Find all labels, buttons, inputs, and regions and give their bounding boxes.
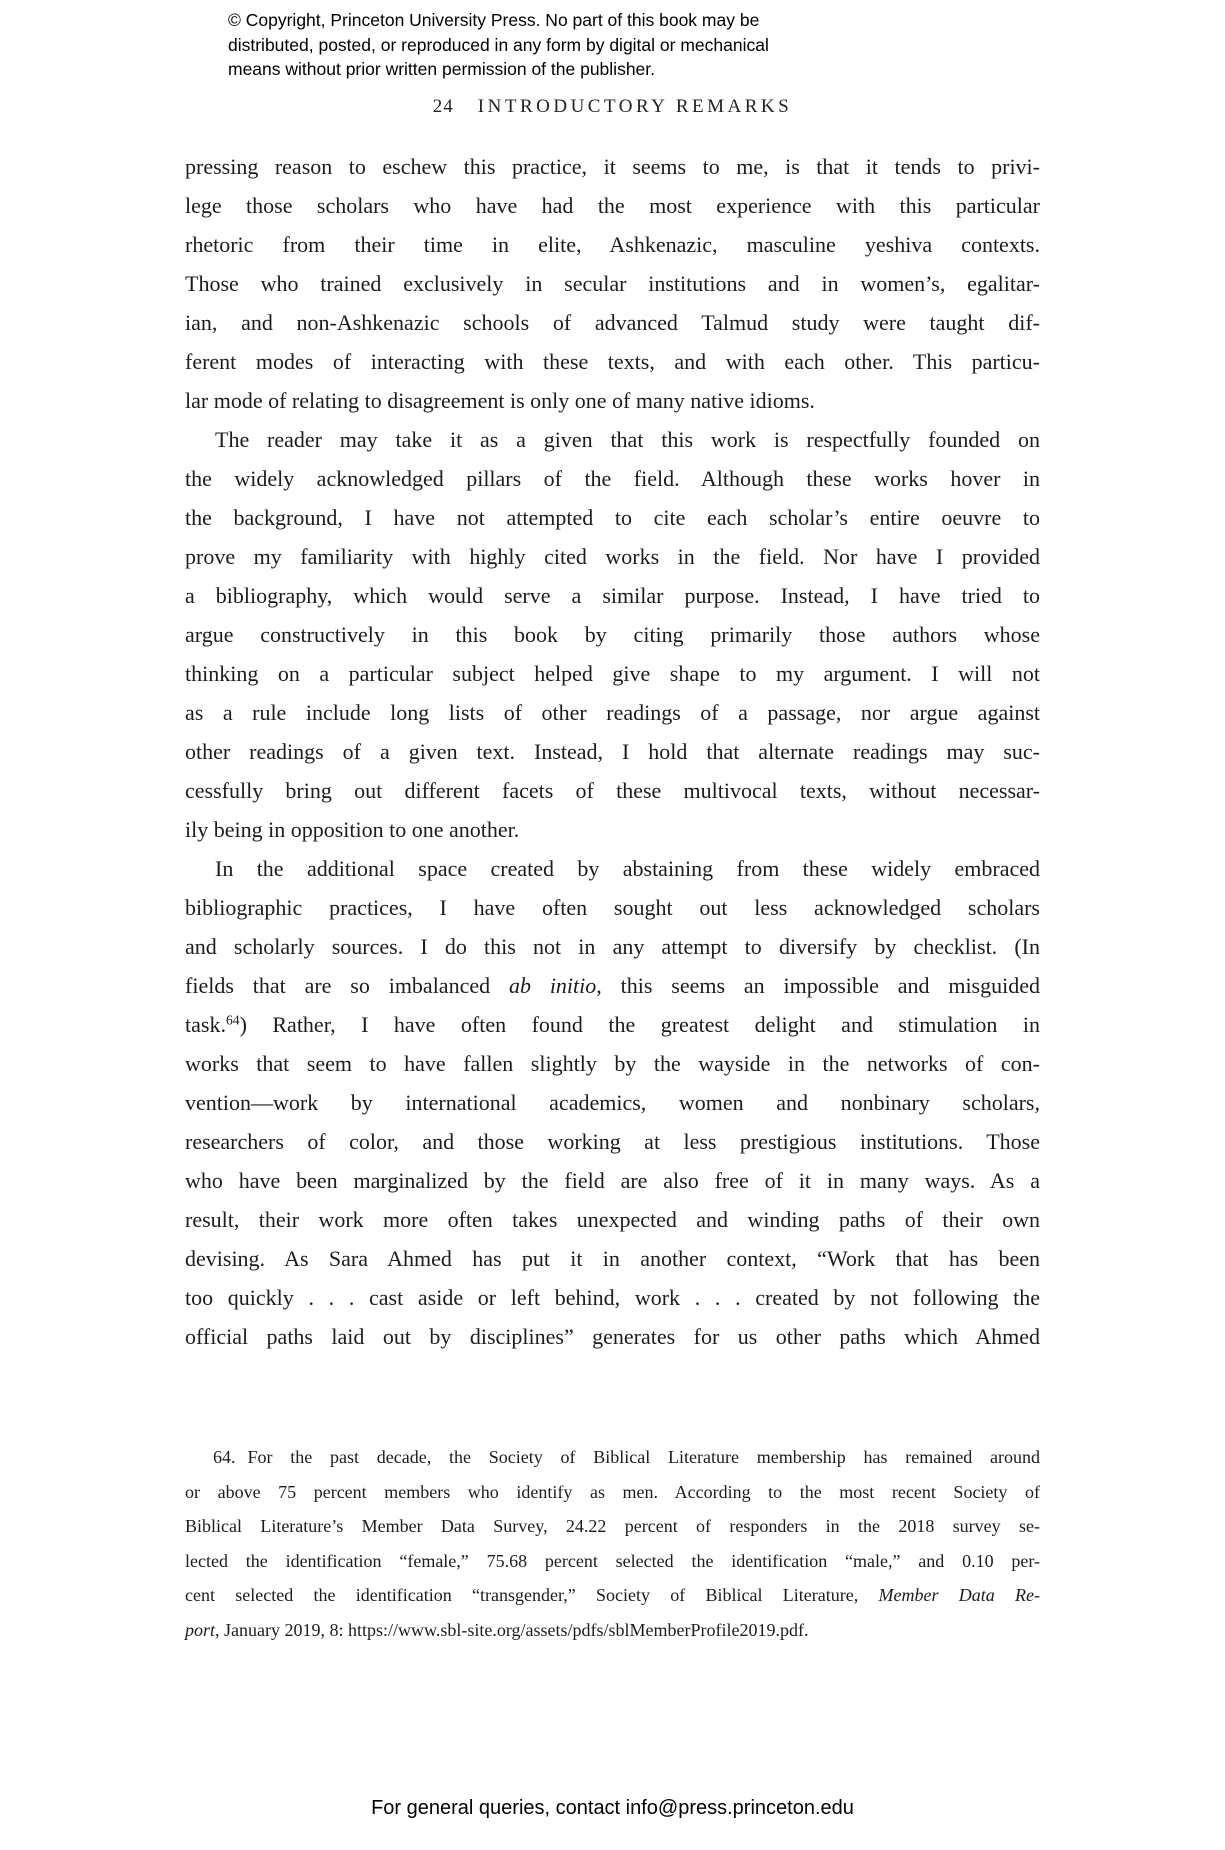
body-text-line: vention—work by international academics, women and nonbinary scholars, [185,1090,1040,1115]
body-text-line: ily being in opposition to one another. [185,817,520,842]
copyright-line: © Copyright, Princeton University Press. No part of this book may be [228,10,760,30]
body-text-line: the background, I have not attempted to cite each scholar’s entire oeuvre to [185,505,1040,530]
running-head [185,96,1040,118]
body-text-line: The reader may take it as a given that this work is respectfully founded on [215,427,1040,452]
body-text-line: argue constructively in this book by citing primarily those authors whose [185,622,1040,647]
body-text [185,147,1040,1356]
body-text-line: lar mode of relating to disagreement is only one of many native idioms. [185,388,815,413]
cited-title-italic: port [185,1619,216,1640]
footnote-reference-64: 64 [225,1012,240,1028]
body-text-line: researchers of color, and those working at less prestigious institutions. Those [185,1129,1040,1154]
footer-contact: For general queries, contact info@press.princeton.edu [371,1797,854,1819]
body-text-line: the widely acknowledged pillars of the field. Although these works hover in [185,466,1040,491]
body-text-line: prove my familiarity with highly cited works in the field. Nor have I provided [185,544,1040,569]
running-title: INTRODUCTORY REMARKS [477,96,793,117]
body-text-line [185,1005,1040,1044]
footnote-line [185,1440,1040,1475]
body-text-line: lege those scholars who have had the most experience with this particular [185,193,1040,218]
footnote-line [185,1613,1040,1648]
footnote-text-segment: cent selected the identification “transgender,” Society of Biblical Literature, [185,1585,879,1605]
copyright-line: means without prior written permission of the publisher. [228,59,656,79]
body-text-line: result, their work more often takes unexpected and winding paths of their own [185,1207,1040,1232]
body-text-line: a bibliography, which would serve a similar purpose. Instead, I have tried to [185,583,1040,608]
body-text-line: rhetoric from their time in elite, Ashkenazic, masculine yeshiva contexts. [185,232,1040,257]
body-text-segment: fields that are so imbalanced [185,973,509,998]
footnote-64 [185,1440,1040,1647]
footnote-line [185,1578,1040,1613]
body-text-line: pressing reason to eschew this practice, it seems to me, is that it tends to privi- [185,154,1040,179]
body-text-line: who have been marginalized by the field are also free of it in many ways. As a [185,1168,1040,1193]
body-text-line: official paths laid out by disciplines” generates for us other paths which Ahmed [185,1324,1040,1349]
copyright-line: distributed, posted, or reproduced in any form by digital or mechanical [228,34,769,55]
footnote-text-segment: For the past decade, the Society of Biblical Literature membership has remained around [247,1447,1040,1467]
body-text-line: ian, and non-Ashkenazic schools of advanced Talmud study were taught dif- [185,310,1040,335]
copyright-notice [228,8,769,82]
page-number: 24 [432,96,454,117]
body-text-line: Those who trained exclusively in secular institutions and in women’s, egalitar- [185,271,1040,296]
body-text-line: devising. As Sara Ahmed has put it in another context, “Work that has been [185,1246,1040,1271]
body-text-line: as a rule include long lists of other readings of a passage, nor argue against [185,700,1040,725]
body-text-line: cessfully bring out different facets of these multivocal texts, without necessar- [185,778,1040,803]
body-text-segment: ) Rather, I have often found the greatest delight and stimulation in [239,1012,1040,1037]
body-text-line: In the additional space created by abstaining from these widely embraced [215,856,1040,881]
body-text-segment: , this seems an impossible and misguided [596,973,1040,998]
body-text-line: ferent modes of interacting with these texts, and with each other. This particu- [185,349,1040,374]
latin-phrase-italic: ab initio [508,973,597,998]
body-text-line: works that seem to have fallen slightly by the wayside in the networks of con- [185,1051,1040,1076]
body-text-line: too quickly . . . cast aside or left behind, work . . . created by not following the [185,1285,1040,1310]
footnote-text-segment: , January 2019, 8: https://www.sbl-site.org/assets/pdfs/sblMemberProfile2019.pdf. [215,1619,809,1640]
body-text-segment: task. [185,1012,226,1037]
footnote-line: or above 75 percent members who identify as men. According to the most recent Society of [185,1481,1040,1502]
body-text-line [185,966,1040,1005]
footnote-line: lected the identification “female,” 75.68 percent selected the identification “male,” and 0.10 per- [185,1550,1040,1571]
body-text-line: bibliographic practices, I have often sought out less acknowledged scholars [185,895,1040,920]
cited-title-italic: Member Data Re- [878,1585,1040,1605]
body-text-line: other readings of a given text. Instead, I hold that alternate readings may suc- [185,739,1040,764]
body-text-line: and scholarly sources. I do this not in any attempt to diversify by checklist. (In [185,934,1040,959]
footnote-line: Biblical Literature’s Member Data Survey, 24.22 percent of responders in the 2018 survey se- [185,1516,1040,1536]
body-text-line: thinking on a particular subject helped give shape to my argument. I will not [185,661,1040,686]
footnote-number: 64. [213,1447,236,1467]
